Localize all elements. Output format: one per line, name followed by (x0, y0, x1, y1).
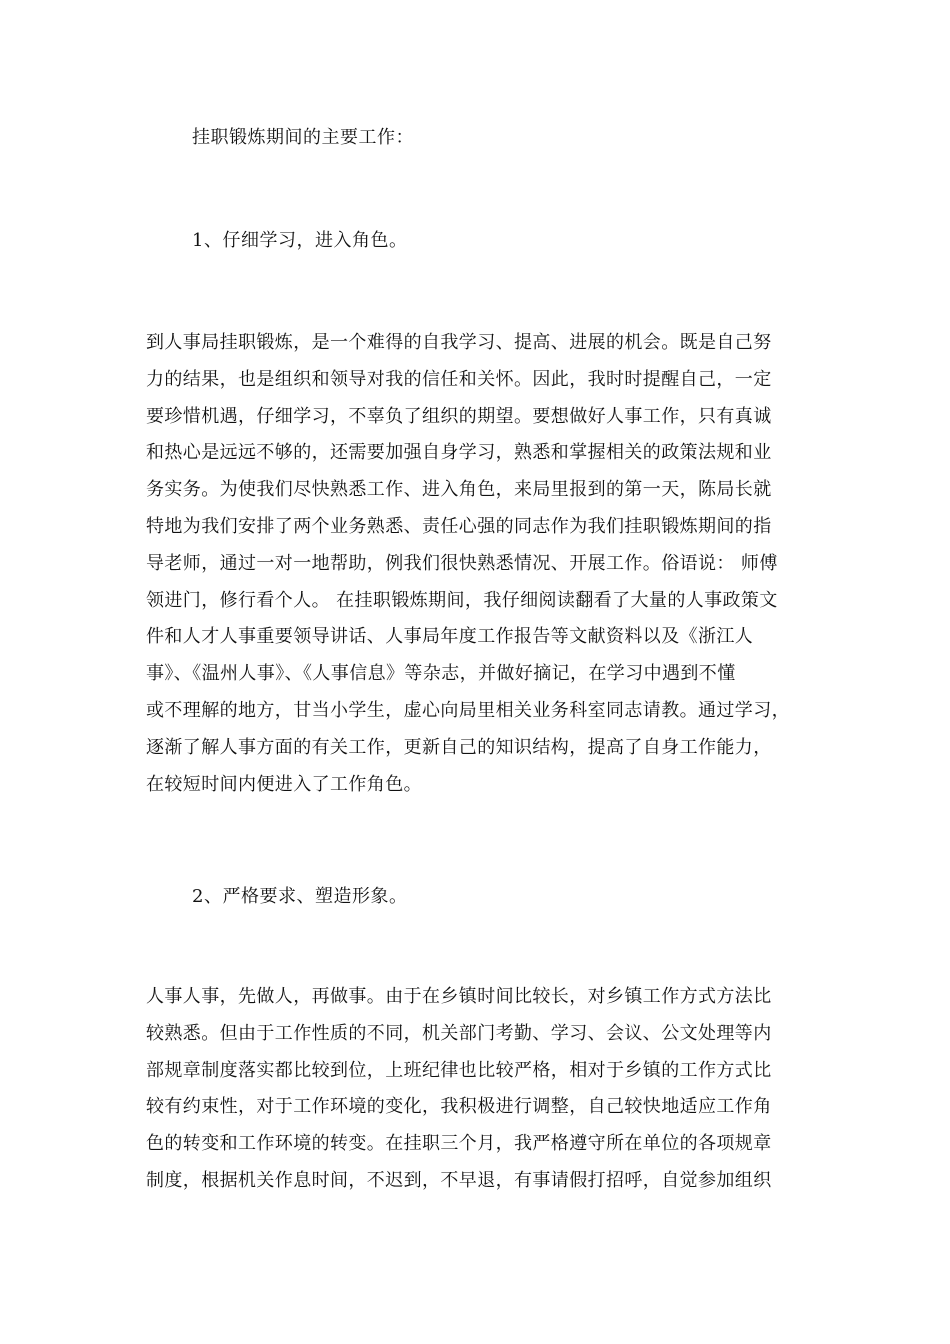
paragraph-line: 务实务。为使我们尽快熟悉工作、进入角色，来局里报到的第一天，陈局长就 (146, 479, 772, 501)
paragraph-line: 到人事局挂职锻炼，是一个难得的自我学习、提高、进展的机会。既是自己努 (146, 332, 772, 353)
paragraph-line: 特地为我们安排了两个业务熟悉、责任心强的同志作为我们挂职锻炼期间的指 (146, 515, 772, 537)
paragraph-line: 力的结果，也是组织和领导对我的信任和关怀。因此，我时时提醒自己，一定 (146, 368, 772, 390)
paragraph-line: 件和人才人事重要领导讲话、人事局年度工作报告等文献资料以及《浙江人 (146, 626, 754, 648)
section1-paragraph (146, 325, 816, 803)
paragraph-line: 和热心是远远不够的，还需要加强自身学习，熟悉和掌握相关的政策法规和业 (146, 442, 772, 464)
paragraph-line: 部规章制度落实都比较到位，上班纪律也比较严格，相对于乡镇的工作方式比 (146, 1059, 772, 1081)
paragraph-line: 要珍惜机遇，仔细学习，不辜负了组织的期望。要想做好人事工作，只有真诚 (146, 405, 772, 427)
paragraph-line: 事》、《温州人事》、《人事信息》等杂志，并做好摘记，在学习中遇到不懂 (146, 663, 736, 685)
paragraph-line: 领进门，修行看个人。 在挂职锻炼期间，我仔细阅读翻看了大量的人事政策文 (146, 589, 778, 611)
paragraph-line: 较有约束性，对于工作环境的变化，我积极进行调整，自己较快地适应工作角 (146, 1096, 772, 1118)
paragraph-line: 导老师，通过一对一地帮助，例我们很快熟悉情况、开展工作。俗语说： 师傅 (146, 552, 778, 574)
section1-heading: 1、仔细学习，进入角色。 (192, 230, 408, 251)
paragraph-line: 制度，根据机关作息时间，不迟到，不早退，有事请假打招呼，自觉参加组织 (146, 1169, 772, 1191)
paragraph-line: 较熟悉。但由于工作性质的不同，机关部门考勤、学习、会议、公文处理等内 (146, 1022, 772, 1044)
paragraph-line: 色的转变和工作环境的转变。在挂职三个月，我严格遵守所在单位的各项规章 (146, 1133, 772, 1155)
section2-heading: 2、严格要求、塑造形象。 (192, 886, 408, 907)
section2-paragraph (146, 979, 816, 1200)
paragraph-line: 人事人事，先做人，再做事。由于在乡镇时间比较长，对乡镇工作方式方法比 (146, 986, 772, 1007)
paragraph-line: 在较短时间内便进入了工作角色。 (146, 773, 422, 795)
paragraph-line: 逐渐了解人事方面的有关工作，更新自己的知识结构，提高了自身工作能力， (146, 736, 772, 758)
main-heading: 挂职锻炼期间的主要工作： (192, 127, 414, 148)
paragraph-line: 或不理解的地方，甘当小学生，虚心向局里相关业务科室同志请教。通过学习， (146, 699, 790, 721)
